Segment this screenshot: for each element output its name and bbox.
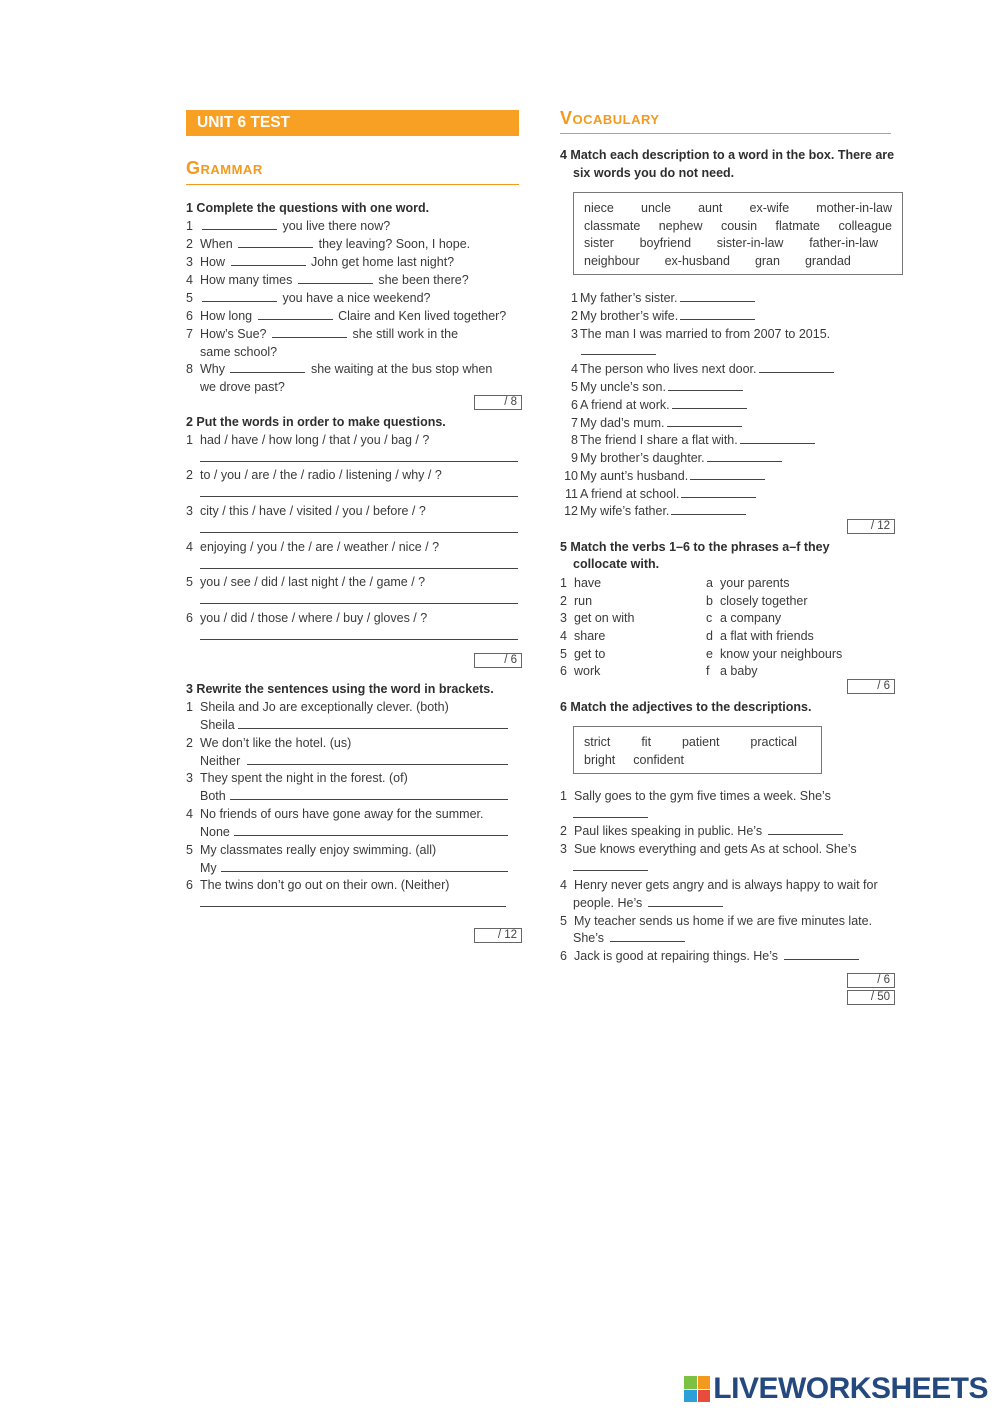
ex3-item-5: 5 My classmates really enjoy swimming. (all) — [186, 843, 437, 857]
word-box-row — [584, 734, 797, 751]
ex1-item-5: 5 you have a nice weekend? — [186, 291, 431, 305]
ex6-item-1: 1 Sally goes to the gym five times a week. She’s — [560, 789, 831, 803]
word-box-row — [584, 200, 892, 217]
ex6-item-6: 6 Jack is good at repairing things. He’s — [560, 948, 861, 965]
ex1-item-1: 1 you live there now? — [186, 219, 391, 233]
ex4-item-7: 7 My dad’s mum. — [558, 415, 744, 432]
answer-line[interactable] — [573, 817, 648, 818]
ex3-item-1: 1 Sheila and Jo are exceptionally clever. (both) — [186, 700, 449, 714]
ex4-item-10: 10 My aunt’s husband. — [558, 468, 767, 485]
answer-blank[interactable] — [258, 308, 333, 320]
ex6-item-3: 3 Sue knows everything and gets As at school. She’s — [560, 842, 857, 856]
answer-line[interactable] — [200, 496, 518, 497]
answer-blank[interactable] — [202, 290, 277, 302]
ex4-instruction-2: six words you do not need. — [573, 166, 735, 180]
answer-blank[interactable] — [681, 486, 756, 498]
answer-blank[interactable] — [680, 308, 755, 320]
ex6-item-4: 4 Henry never gets angry and is always happy to wait for — [560, 878, 878, 892]
box-word: uncle — [641, 201, 671, 215]
box-word: classmate — [584, 219, 641, 233]
answer-line[interactable] — [200, 906, 506, 907]
ex5-verb-4: 4 share — [560, 629, 606, 643]
ex6-item-4-cont: people. He’s — [573, 895, 725, 912]
box-word: sister — [584, 236, 614, 250]
box-word: colleague — [838, 219, 892, 233]
ex2-item-5: 5 you / see / did / last night / the / game / ? — [186, 575, 426, 589]
ex2-item-3: 3 city / this / have / visited / you / before / ? — [186, 504, 426, 518]
ex1-item-6: 6 How long Claire and Ken lived together? — [186, 309, 507, 323]
box-word: sister-in-law — [716, 236, 784, 250]
word-box-row — [584, 218, 892, 235]
answer-blank[interactable] — [667, 415, 742, 427]
ex5-instruction-2: collocate with. — [573, 557, 660, 571]
ex5-phrase-f: f a baby — [706, 664, 758, 678]
box-word: father-in-law — [809, 236, 878, 250]
answer-line[interactable] — [230, 799, 508, 800]
grammar-heading: Grammar — [186, 158, 519, 185]
ex4-item-2: 2 My brother’s wife. — [558, 308, 757, 325]
ex5-score: / 6 — [847, 679, 895, 694]
word-box-row — [584, 235, 878, 252]
box-word: ex-wife — [749, 201, 790, 215]
answer-blank[interactable] — [202, 218, 277, 230]
ex3-item-1-start: Sheila — [200, 718, 235, 732]
total-score: / 50 — [847, 990, 895, 1005]
ex4-item-8: 8 The friend I share a flat with. — [558, 432, 817, 449]
word-box-row — [584, 752, 811, 769]
ex1-item-2: 2 When they leaving? Soon, I hope. — [186, 237, 471, 251]
ex2-item-1: 1 had / have / how long / that / you / bag / ? — [186, 433, 430, 447]
answer-line[interactable] — [581, 354, 656, 355]
ex6-item-5: 5 My teacher sends us home if we are five minutes late. — [560, 914, 873, 928]
ex2-item-4: 4 enjoying / you / the / are / weather / nice / ? — [186, 540, 440, 554]
answer-line[interactable] — [200, 532, 518, 533]
ex1-item-8-cont: we drove past? — [200, 380, 285, 394]
ex5-phrase-d: d a flat with friends — [706, 629, 814, 643]
box-word: nephew — [658, 219, 703, 233]
ex5-phrase-e: e know your neighbours — [706, 647, 843, 661]
ex3-item-3: 3 They spent the night in the forest. (of) — [186, 771, 408, 785]
ex3-item-3-start: Both — [200, 789, 226, 803]
unit-title-bar — [186, 110, 519, 136]
ex4-item-3: 3 The man I was married to from 2007 to 2015. — [571, 327, 831, 341]
ex3-item-4: 4 No friends of ours have gone away for the summer. — [186, 807, 484, 821]
answer-line[interactable] — [238, 728, 508, 729]
ex4-item-9: 9 My brother’s daughter. — [558, 450, 784, 467]
ex2-score: / 6 — [474, 653, 522, 668]
answer-blank[interactable] — [690, 468, 765, 480]
ex1-item-8: 8 Why she waiting at the bus stop when — [186, 362, 493, 376]
ex6-item-2: 2 Paul likes speaking in public. He’s — [560, 823, 845, 840]
ex5-verb-2: 2 run — [560, 594, 593, 608]
ex6-instruction: 6 Match the adjectives to the descriptions. — [560, 700, 812, 714]
answer-line[interactable] — [234, 835, 508, 836]
box-word: gran — [754, 254, 780, 268]
box-word: bright — [584, 753, 616, 767]
answer-line[interactable] — [200, 639, 518, 640]
box-word: strict — [584, 735, 611, 749]
ex5-phrase-a: a your parents — [706, 576, 790, 590]
ex2-item-2: 2 to / you / are / the / radio / listening / why / ? — [186, 468, 442, 482]
ex3-item-2: 2 We don’t like the hotel. (us) — [186, 736, 352, 750]
ex4-item-12: 12 My wife’s father. — [558, 503, 748, 520]
box-word: confident — [633, 753, 685, 767]
answer-line[interactable] — [221, 871, 508, 872]
answer-line[interactable] — [200, 461, 518, 462]
ex4-word-box — [573, 192, 903, 275]
answer-blank[interactable] — [610, 930, 685, 942]
ex1-score: / 8 — [474, 395, 522, 410]
answer-blank[interactable] — [298, 272, 373, 284]
answer-blank[interactable] — [230, 361, 305, 373]
ex1-item-4: 4 How many times she been there? — [186, 273, 469, 287]
box-word: practical — [750, 735, 797, 749]
ex5-verb-3: 3 get on with — [560, 611, 635, 625]
answer-blank[interactable] — [680, 290, 755, 302]
box-word: cousin — [720, 219, 758, 233]
ex1-instruction: 1 Complete the questions with one word. — [186, 201, 430, 215]
answer-blank[interactable] — [740, 432, 815, 444]
box-word: ex-husband — [664, 254, 730, 268]
vocabulary-heading: Vocabulary — [560, 108, 891, 134]
answer-line[interactable] — [200, 568, 518, 569]
ex1-item-7: 7 How’s Sue? she still work in the — [186, 327, 459, 341]
answer-blank[interactable] — [784, 948, 859, 960]
box-word: neighbour — [584, 254, 640, 268]
box-word: aunt — [698, 201, 723, 215]
answer-blank[interactable] — [648, 895, 723, 907]
ex3-item-6: 6 The twins don’t go out on their own. (Neither) — [186, 878, 450, 892]
ex5-phrase-c: c a company — [706, 611, 782, 625]
ex4-item-11: 11 A friend at school. — [558, 486, 758, 503]
box-word: flatmate — [775, 219, 820, 233]
answer-blank[interactable] — [238, 236, 313, 248]
ex3-item-5-start: My — [200, 861, 217, 875]
answer-blank[interactable] — [272, 326, 347, 338]
ex4-instruction: 4 Match each description to a word in the box. There are — [560, 148, 895, 162]
ex1-item-7-cont: same school? — [200, 345, 278, 359]
liveworksheets-logo — [684, 1372, 988, 1406]
ex2-instruction: 2 Put the words in order to make questions. — [186, 415, 446, 429]
ex2-item-6: 6 you / did / those / where / buy / gloves / ? — [186, 611, 428, 625]
ex5-verb-1: 1 have — [560, 576, 602, 590]
ex4-item-4: 4 The person who lives next door. — [558, 361, 836, 378]
ex6-score: / 6 — [847, 973, 895, 988]
box-word: patient — [681, 735, 720, 749]
answer-blank[interactable] — [707, 450, 782, 462]
answer-blank[interactable] — [231, 254, 306, 266]
logo-text: LIVEWORKSHEETS — [713, 1372, 988, 1405]
ex5-verb-5: 5 get to — [560, 647, 606, 661]
box-word: boyfriend — [639, 236, 692, 250]
ex6-word-box — [573, 726, 822, 774]
box-word: fit — [641, 735, 652, 749]
answer-line[interactable] — [247, 764, 508, 765]
ex4-item-1: 1 My father’s sister. — [558, 290, 757, 307]
ex4-score: / 12 — [847, 519, 895, 534]
box-word: mother-in-law — [816, 201, 892, 215]
ex5-verb-6: 6 work — [560, 664, 601, 678]
box-word: grandad — [804, 254, 851, 268]
word-box-row — [584, 253, 892, 270]
ex5-instruction: 5 Match the verbs 1–6 to the phrases a–f they — [560, 540, 830, 554]
logo-mark-icon — [684, 1376, 710, 1402]
ex4-item-6: 6 A friend at work. — [558, 397, 749, 414]
ex3-score: / 12 — [474, 928, 522, 943]
ex3-item-4-start: None — [200, 825, 230, 839]
ex1-item-3: 3 How John get home last night? — [186, 255, 455, 269]
answer-blank[interactable] — [768, 823, 843, 835]
answer-line[interactable] — [200, 603, 518, 604]
answer-blank[interactable] — [759, 361, 834, 373]
ex6-item-5-cont: She’s — [573, 930, 687, 947]
answer-blank[interactable] — [668, 379, 743, 391]
box-word: niece — [584, 201, 614, 215]
unit-title: UNIT 6 TEST — [197, 114, 291, 131]
ex5-phrase-b: b closely together — [706, 594, 808, 608]
ex3-item-2-start: Neither — [200, 754, 241, 768]
ex4-item-5: 5 My uncle’s son. — [558, 379, 745, 396]
answer-blank[interactable] — [671, 503, 746, 515]
answer-blank[interactable] — [672, 397, 747, 409]
answer-line[interactable] — [573, 870, 648, 871]
ex3-instruction: 3 Rewrite the sentences using the word in brackets. — [186, 682, 494, 696]
